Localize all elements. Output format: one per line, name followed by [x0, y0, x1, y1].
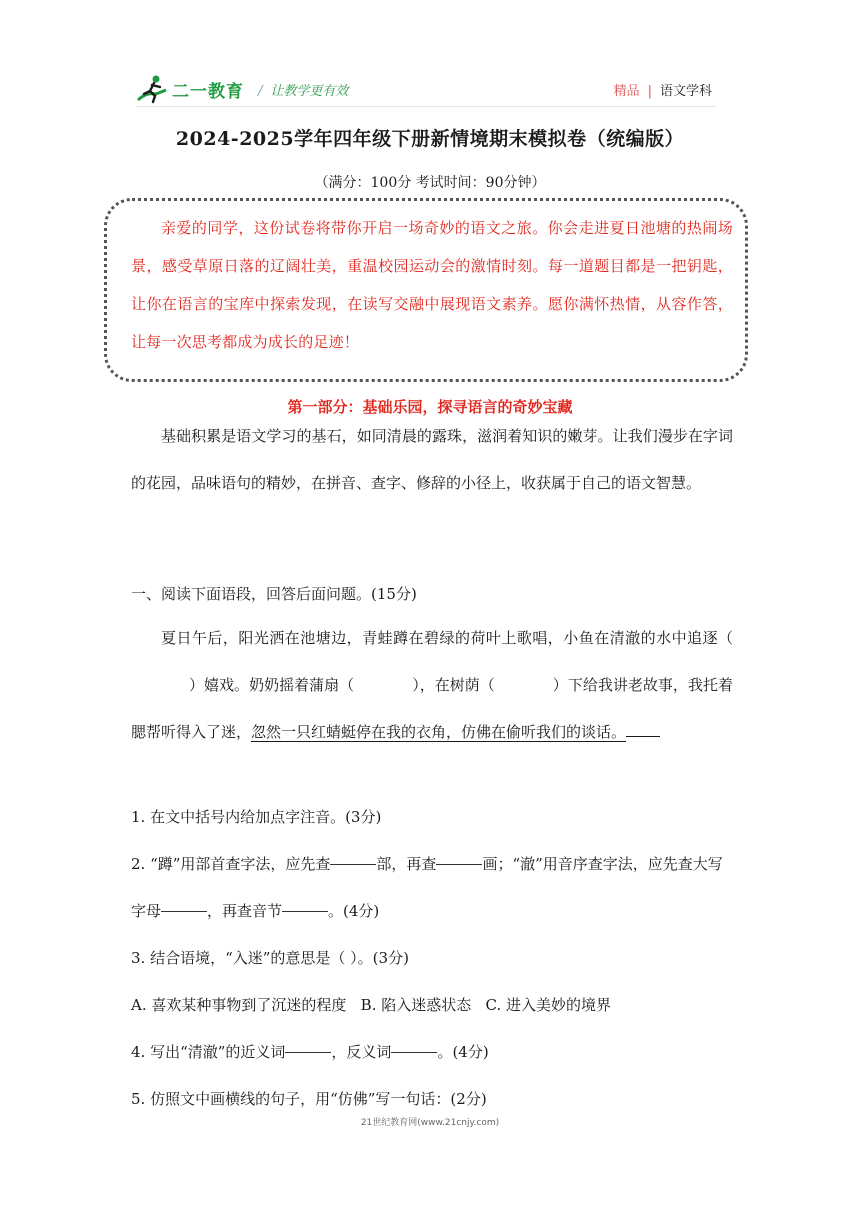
answer-blank[interactable] [330, 863, 376, 865]
question-text: 。(4分) [328, 902, 380, 920]
question-text: 部，再查 [376, 855, 437, 873]
page-footer: 21世纪教育网(www.21cnjy.com) [360, 1118, 500, 1128]
question-text: 2. “蹲”用部首查字法，应先查 [131, 855, 331, 873]
subject-badge: 精品 | 语文学科 [613, 84, 712, 99]
section-title: 第一部分：基础乐园，探寻语言的奇妙宝藏 [287, 398, 573, 416]
exam-subtitle: （满分：100分 考试时间：90分钟） [314, 175, 546, 191]
question-item [131, 841, 733, 935]
answer-blank[interactable] [391, 1051, 437, 1053]
passage-part: 夏日午后，阳光洒在池塘边，青蛙蹲在碧绿的荷叶上歌唱，小鱼在清澈的水中追逐（ [161, 629, 733, 647]
reading-passage [131, 615, 733, 756]
answer-blank[interactable] [285, 1051, 331, 1053]
underlined-sentence: 忽然一只红蜻蜓停在我的衣角，仿佛在偷听我们的谈话。 [251, 723, 627, 741]
underline-tail [626, 735, 660, 737]
question-text: 画；“澈”用音序查字法，应先查大写字母 [131, 855, 723, 920]
slogan: / 让教学更有效 [258, 84, 349, 99]
question-item: 5. 仿照文中画横线的句子，用“仿佛”写一句话：(2分) [131, 1090, 487, 1108]
question-heading: 一、阅读下面语段，回答后面问题。(15分) [131, 585, 417, 603]
question-text: 。(4分) [437, 1043, 489, 1061]
page-header [136, 74, 716, 108]
answer-blank[interactable] [161, 910, 207, 912]
answer-blank[interactable] [436, 863, 482, 865]
header-divider [136, 106, 716, 107]
question-text: ，反义词 [331, 1043, 392, 1061]
question-item [131, 1029, 733, 1076]
question-item: 3. 结合语境，“入迷”的意思是（ ）。(3分) [131, 949, 409, 967]
passage-part: ）嬉戏。奶奶摇着蒲扇（ [189, 676, 355, 694]
intro-text: 亲爱的同学，这份试卷将带你开启一场奇妙的语文之旅。你会走进夏日池塘的热闹场景，感受草原日落的辽阔壮美，重温校园运动会的激情时刻。每一道题目都是一把钥匙，让你在语言的宝库中探索发现，在读写交融中展现语文素养。愿你满怀热情，从容作答，让每一次思考都成为成长的足迹！ [131, 219, 733, 351]
exam-title: 2024-2025学年四年级下册新情境期末模拟卷（统编版） [175, 128, 685, 150]
question-text: 4. 写出“清澈”的近义词 [131, 1043, 286, 1061]
brand-logo [136, 74, 244, 104]
logo-text: 二一教育 [172, 81, 244, 102]
section-intro: 基础积累是语文学习的基石，如同清晨的露珠，滋润着知识的嫩芽。让我们漫步在字词的花园，品味语句的精妙，在拼音、查字、修辞的小径上，收获属于自己的语文智慧。 [131, 427, 733, 492]
passage-part: ），在树荫（ [412, 676, 495, 694]
question-text: ，再查音节 [207, 902, 283, 920]
slogan-text: 让教学更有效 [270, 84, 349, 99]
runner-logo-icon [136, 74, 170, 104]
passage-part: ）下给我讲老故事，我托着腮帮听得入了迷， [131, 676, 733, 741]
quality-label: 精品 [613, 84, 640, 99]
question-list [131, 794, 733, 1123]
answer-blank[interactable] [282, 910, 328, 912]
question-item: 1. 在文中括号内给加点字注音。(3分) [131, 808, 382, 826]
question-options: A. 喜欢某种事物到了沉迷的程度 B. 陷入迷惑状态 C. 进入美妙的境界 [131, 996, 612, 1014]
subject-label: 语文学科 [659, 84, 712, 99]
